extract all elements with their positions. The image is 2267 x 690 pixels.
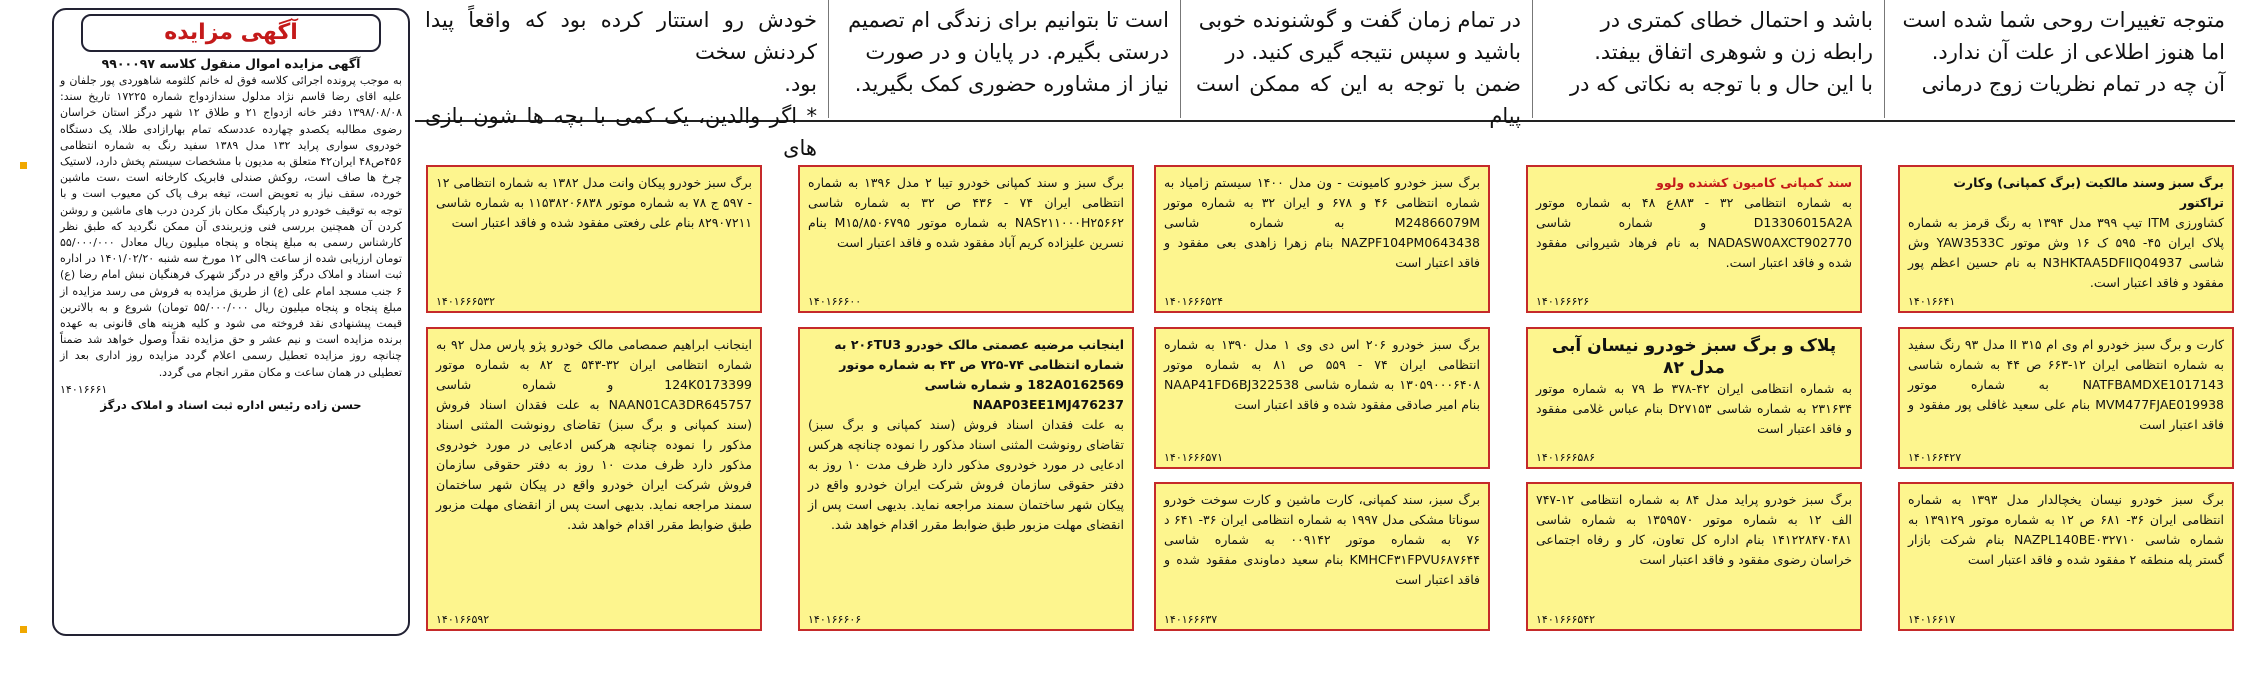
ad-card: [798, 327, 1134, 631]
auction-notice: [52, 8, 410, 636]
article-line: باشید و سپس نتیجه گیری کنید. در: [1225, 40, 1521, 64]
notice-title: آگهی مزایده: [81, 14, 381, 52]
article-line: خودش رو استتار کرده بود که واقعاً پیدا کردنش سخت: [425, 8, 817, 64]
article-column: [1186, 0, 1531, 128]
article-column: [1538, 0, 1883, 118]
ad-body: کشاورزی ITM تیپ ۳۹۹ مدل ۱۳۹۴ به رنگ قرمز به شماره پلاک ایران ۴۵- ۵۹۵ ک ۱۶ وش موتور YAW3533C وش شاسی N3HKTAA5DFIIQ04937 به نام حسین اعظم پور مفقود و فاقد اعتبار است.: [1908, 215, 2225, 290]
ad-body: برگ سبز خودرو ۲۰۶ اس دی وی ۱ مدل ۱۳۹۰ به شماره انتظامی ایران ۷۴ - ۵۵۹ ص ۸۱ به شماره موتور ۱۳۰۵۹۰۰۰۶۴۰۸ به شماره شاسی NAAP41FD6BJ322538 بنام امیر صادقی مفقود شده و فاقد اعتبار است: [1164, 337, 1481, 412]
article-column: [1890, 0, 2235, 118]
column-divider: [1532, 0, 1533, 118]
ad-card: [1526, 327, 1862, 469]
ad-code: ۱۴۰۱۶۶۴۱: [1908, 295, 1956, 308]
notice-signature: حسن زاده رئیس اداره ثبت اسناد و املاک درگز: [100, 397, 362, 412]
ad-body: برگ سبز خودرو پراید مدل ۸۴ به شماره انتظامی ۱۲-۷۴۷ الف ۱۲ به شماره موتور ۱۳۵۹۵۷۰ به شماره شاسی ۱۴۱۲۲۸۴۷۰۴۸۱ بنام اداره کل تعاون، کار و رفاه اجتماعی خراسان رضوی مفقود و فاقد اعتبار است: [1536, 492, 1853, 567]
ad-body: برگ سبز و سند کمپانی خودرو تیبا ۲ مدل ۱۳۹۶ به شماره انتظامی ایران ۷۴ - ۴۳۶ ص ۳۲ به شماره شاسی NAS۲۱۱۰۰۰H۲۵۶۶۲ به شماره موتور M۱۵/۸۵۰۶۷۹۵ بنام نسرین علیزاده کریم آباد مفقود شده و فاقد اعتبار است: [808, 175, 1124, 250]
article-line: متوجه تغییرات روحی شما شده است: [1902, 8, 2225, 32]
ad-card: [426, 327, 762, 631]
ad-card: [1526, 165, 1862, 313]
notice-body: به موجب پرونده اجرائی کلاسه فوق له خانم کلثومه شاهوردی پور جلفان و علیه اقای رضا قاسم نژاد مدلول سندازدواج شماره ۱۷۲۲۵ تاریخ سند: ۱۳۹۸/۰۸/۰۸ دفتر خانه ازدواج ۲۱ و طلاق ۱۲ شهر درگز استان خراسان رضوی مطالبه یکصدو چهارده عددسکه تمام بهارازادی طلا، یک دستگاه خودروی سواری پراید ۱۳۲ مدل ۱۳۸۹ سفید رنگ به شماره انتظامی ۴۵۶ص۴۸ ایران۴۲ متعلق به مدیون با مشخصات سیستم پخش دارد، لاستیک چرخ ها صاف است، روکش صندلی فابریک کارخانه است ،ست ماشین خورده، سقف نیاز به تعویض است، تیغه برف پاک کن معیوب است و با توجه به توقیف خودرو در پارکینگ مکان باز کردن درب های ماشین و روشن کردن آن همچنین بررسی فنی وزیربندی آن ممکن نگردید که طبق نظر کارشناس رسمی به مبلغ پنجاه و پنجاه میلیون ریال معادل ۵۵/۰۰۰/۰۰۰ تومان ارزیابی شده از ساعت ۹الی ۱۲ مورخ سه شنبه ۱۴۰۱/۰۲/۲۰ در اداره ثبت اسناد و املاک درگز واقع در درگز شهرک فرهنگیان نبش امام رضا (ع) ۶ جنب مسجد امام علی (ع) از طریق مزایده به فروش می رسد مزایده از مبلغ پنجاه و پنجاه میلیون ریال ۵۵/۰۰۰/۰۰۰ تومان) شروع و به بالاترین قیمت پیشنهادی نقد فروخته می شود و کلیه هزینه های قانونی به عهده برنده مزایده است و نیم عشر و حق مزایده نقداً وصول خواهد شد ضمناً چنانچه روز مزایده تعطیل رسمی اعلام گردد مزایده روز اداری بعد از تعطیلی در همان ساعت و مکان مقرر انجام می گردد.: [60, 74, 403, 379]
article-line: اما هنوز اطلاعی از علت آن ندارد.: [1931, 40, 2225, 64]
ad-body: به شماره انتظامی ایران ۴۲-۳۷۸ ط ۷۹ به شماره موتور ۲۳۱۶۳۴ به شماره شاسی D۲۷۱۵۳ بنام عباس غلامی مفقود و فاقد اعتبار است: [1536, 381, 1852, 436]
ad-code: ۱۴۰۱۶۶۵۹۲: [436, 613, 490, 626]
ad-body: برگ سبز خودرو کامیونت - ون مدل ۱۴۰۰ سیستم زامیاد به شماره انتظامی ۴۶ و ۶۷۸ و ایران ۳۲ به شماره موتور M24866079M به شماره شاسی NAZPF104PM0643438 بنام زهرا زاهدی بعی مفقود و فاقد اعتبار است: [1164, 175, 1481, 270]
article-line: * اگر والدین، یک کمی با بچه ها شون بازی های: [425, 104, 817, 160]
article-line: است تا بتوانیم برای زندگی ام تصمیم: [848, 8, 1169, 32]
ad-code: ۱۴۰۱۶۶۴۲۷: [1908, 451, 1962, 464]
ad-code: ۱۴۰۱۶۶۶۰۰: [808, 295, 862, 308]
ad-code: ۱۴۰۱۶۶۱۷: [1908, 613, 1956, 626]
ad-head: پلاک و برگ سبز خودرو نیسان آبی مدل ۸۲: [1551, 336, 1837, 378]
ad-code: ۱۴۰۱۶۶۶۳۷: [1164, 613, 1218, 626]
orange-dot: [20, 162, 27, 169]
ad-code: ۱۴۰۱۶۶۶۲۶: [1536, 295, 1590, 308]
article-line: با این حال و با توجه به نکاتی که در: [1570, 72, 1873, 96]
article-line: باشد و احتمال خطای کمتری در: [1600, 8, 1873, 32]
ad-card: [1154, 327, 1490, 469]
ad-code: ۱۴۰۱۶۶۶۰۶: [808, 613, 862, 626]
article-line: در تمام زمان گفت و گوشنونده خوبی: [1198, 8, 1521, 32]
article-line: نیاز از مشاوره حضوری کمک بگیرید.: [854, 72, 1169, 96]
article-line: رابطه زن و شوهری اتفاق بیفتد.: [1594, 40, 1873, 64]
ad-body: اینجانب ابراهیم صمصامی مالک خودرو پژو پارس مدل ۹۲ به شماره انتظامی ایران ۳۲-۵۴۳ ج ۸۲ به شماره موتور 124K0173399 و شماره شاسی NAAN01CA3DR645757 به علت فقدان اسناد فروش (سند کمپانی و برگ سبز) تقاضای رونوشت المثنی اسناد مذکور را نموده چنانچه هرکس ادعایی در مورد خودروی مذکور دارد ظرف مدت ۱۰ روز به دفتر حقوقی سازمان فروش شرکت ایران خودرو واقع در پیکان شهر ساختمان سمند مراجعه نماید. بدیهی است پس از انقضای مهلت مزبور طبق ضوابط مقرر اقدام خواهد شد.: [436, 337, 753, 532]
ad-code: ۱۴۰۱۶۶۶۵۸۶: [1536, 451, 1596, 464]
ad-body: برگ سبز خودرو پیکان وانت مدل ۱۳۸۲ به شماره انتظامی ۱۲ - ۵۹۷ ج ۷۸ به شماره موتور ۱۱۵۳۸۲۰۶۸۳۸ به شماره شاسی ۸۲۹۰۷۲۱۱ بنام علی رفعتی مفقود شده و فاقد اعتبار است: [436, 175, 753, 230]
ad-card: [1898, 165, 2234, 313]
ad-code: ۱۴۰۱۶۶۶۵۲۴: [1164, 295, 1224, 308]
ad-head: سند کمپانی کامیون کشنده ولوو: [1656, 175, 1852, 190]
article-line: درستی بگیرم. در پایان و در صورت: [865, 40, 1169, 64]
ad-head: اینجانب مرضیه عصمتی مالک خودرو ۲۰۶TU3 به شماره انتظامی ۷۴-۷۲۵ ص ۴۳ به شماره موتور 182A0162569 و شماره شاسی NAAP03EE1MJ476237: [834, 337, 1124, 412]
ad-card: [1154, 482, 1490, 631]
ad-code: ۱۴۰۱۶۶۶۵۷۱: [1164, 451, 1224, 464]
ad-head: برگ سبز وسند مالکیت (برگ کمپانی) وکارت تراکتور: [1953, 175, 2224, 210]
ad-code: ۱۴۰۱۶۶۶۵۴۲: [1536, 613, 1596, 626]
article-line: بود.: [784, 72, 817, 96]
article-column: [834, 0, 1179, 118]
notice-code: ۱۴۰۱۶۶۶۱: [60, 382, 108, 396]
column-divider: [1180, 0, 1181, 118]
column-divider: [828, 0, 829, 118]
article-line: ضمن با توجه به این که ممکن است پیام: [1196, 72, 1521, 128]
ad-card: [1898, 482, 2234, 631]
ad-card: [798, 165, 1134, 313]
ad-body: به علت فقدان اسناد فروش (سند کمپانی و برگ سبز) تقاضای رونوشت المثنی اسناد مذکور را نموده چنانچه هرکس ادعایی در مورد خودروی مذکور دارد ظرف مدت ۱۰ روز به دفتر حقوقی سازمان فروش شرکت ایران خودرو واقع در پیکان شهر ساختمان سمند مراجعه نماید. بدیهی است پس از انقضای مهلت مزبور طبق ضوابط مقرر اقدام خواهد شد.: [808, 417, 1124, 532]
article-strip: [415, 0, 2235, 160]
ad-body: کارت و برگ سبز خودرو ام وی ام ۳۱۵ II مدل ۹۳ رنگ سفید به شماره انتظامی ایران ۱۲-۶۶۳ ص ۴۴ به شماره شاسی NATFBAMDXE1017143 به شماره موتور MVM477FJAE019938 بنام علی سعید غافلی پور مفقود و فاقد اعتبار است: [1908, 337, 2224, 432]
ad-body: برگ سبز، سند کمپانی، کارت ماشین و کارت سوخت خودرو سوناتا مشکی مدل ۱۹۹۷ به شماره انتظامی ایران ۳۶- ۶۴۱ د ۷۶ به شماره موتور ۰۰۹۱۴۲ به شماره شاسی KMHCF۳۱FPVU۶۸۷۶۴۴ بنام سعید دماوندی مفقود شده و فاقد اعتبار است: [1164, 492, 1481, 587]
ad-code: ۱۴۰۱۶۶۶۵۳۲: [436, 295, 496, 308]
ad-card: [1154, 165, 1490, 313]
column-divider: [1884, 0, 1885, 118]
article-column: [415, 0, 827, 160]
ad-card: [1898, 327, 2234, 469]
orange-dot: [20, 626, 27, 633]
ad-card: [1526, 482, 1862, 631]
notice-subtitle: آگهی مزایده اموال منقول کلاسه ۹۹۰۰۰۹۷: [101, 56, 361, 71]
article-line: آن چه در تمام نظریات زوج درمانی: [1921, 72, 2225, 96]
ad-card: [426, 165, 762, 313]
ad-body: برگ سبز خودرو نیسان یخچالدار مدل ۱۳۹۳ به شماره انتظامی ایران ۳۶- ۶۸۱ ص ۱۲ به شماره موتور ۱۳۹۱۲۹ به شماره شاسی NAZPL140BE۰۳۲۷۱۰ بنام شرکت بازار گستر پله منطقه ۲ مفقود شده و فاقد اعتبار است: [1908, 492, 2225, 567]
ad-body: به شماره انتظامی ۳۲ - ۸۸۳ع ۴۸ به شماره موتور D13306015A2A و شماره شاسی NADASW0AXCT902770 به نام فرهاد شیروانی مفقود شده و فاقد اعتبار است.: [1536, 195, 1852, 270]
